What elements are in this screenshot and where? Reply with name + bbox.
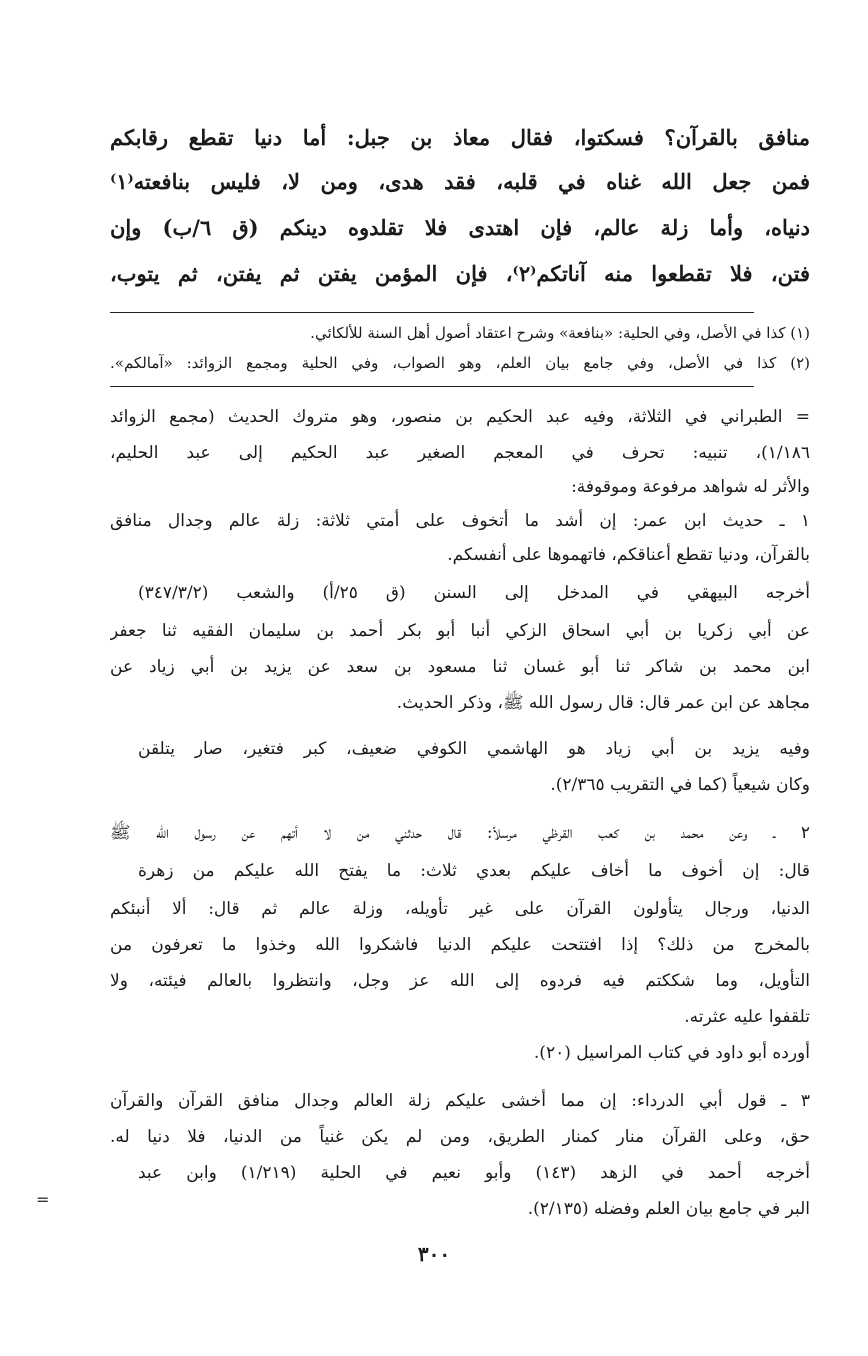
main-text-line: منافق بالقرآن؟ فسكتوا، فقال معاذ بن جبل: أما دنيا تقطع رقابكم (110, 125, 810, 150)
commentary-line: التأويل، وما شككتم فيه فردوه إلى الله عز وجل، وانتظروا بالعالم فيئته، ولا (110, 971, 810, 991)
hadith-1-heading: ١ ـ حديث ابن عمر: إن أشد ما أتخوف على أمتي ثلاثة: زلة عالم وجدال منافق (110, 511, 810, 531)
footnote-separator (110, 312, 754, 313)
continuation-mark: = (36, 1190, 50, 1209)
main-text-line: فمن جعل الله غناه في قلبه، فقد هدى، ومن لا، فليس بنافعته⁽١⁾ (110, 169, 810, 194)
commentary-separator (110, 386, 754, 387)
commentary-line: ١/١٨٦)، تنبيه: تحرف في المعجم الصغير عبد الحكيم إلى عبد الحليم، (110, 443, 810, 463)
hadith-3-heading: ٣ ـ قول أبي الدرداء: إن مما أخشى عليكم زلة العالم وجدال منافق القرآن والقرآن (110, 1091, 810, 1111)
commentary-line: أخرجه البيهقي في المدخل إلى السنن (ق ٢٥/أ) والشعب (٣٤٧/٣/٢) (138, 583, 810, 603)
commentary-line: عن أبي زكريا بن أبي اسحاق الزكي أنبا أبو بكر أحمد بن سليمان الفقيه ثنا جعفر (110, 621, 810, 641)
commentary-line: بالقرآن، ودنيا تقطع أعناقكم، فاتهموها على أنفسكم. (447, 545, 810, 565)
commentary-line: البر في جامع بيان العلم وفضله (٢/١٣٥). (527, 1199, 810, 1219)
footnote-2: (٢) كذا في الأصل، وفي جامع بيان العلم، وهو الصواب، وفي الحلية ومجمع الزوائد: «آمالكم». (110, 354, 810, 372)
page-number: ٣٠٠ (417, 1242, 451, 1266)
commentary-line: حق، وعلى القرآن منار كمنار الطريق، ومن لم يكن غنياً من الدنيا، فلا دنيا له. (110, 1127, 810, 1147)
commentary-line: الدنيا، ورجال يتأولون القرآن على غير تأويله، وزلة عالم ثم قال: ألا أنبئكم (110, 899, 810, 919)
commentary-line: بالمخرج من ذلك؟ إذا افتتحت عليكم الدنيا فاشكروا الله وخذوا ما تعرفون من (110, 935, 810, 955)
hadith-2-heading: ٢ ـ وعن محمد بن كعب القرظي مرسلاً: قال حدثني من لا أتهم عن رسول الله ﷺ (110, 823, 810, 843)
commentary-line: قال: إن أخوف ما أخاف عليكم بعدي ثلاث: ما يفتح الله عليكم من زهرة (138, 861, 810, 881)
commentary-line: وفيه يزيد بن أبي زياد هو الهاشمي الكوفي ضعيف، كبر فتغير، صار يتلقن (138, 739, 810, 759)
commentary-line: أورده أبو داود في كتاب المراسيل (٢٠). (533, 1043, 810, 1063)
main-text-line: فتن، فلا تقطعوا منه آناتكم⁽٢⁾، فإن المؤمن يفتن ثم يفتن، ثم يتوب، (110, 261, 810, 286)
commentary-line: أخرجه أحمد في الزهد (١٤٣) وأبو نعيم في الحلية (١/٢١٩) وابن عبد (138, 1163, 810, 1183)
commentary-line: والأثر له شواهد مرفوعة وموقوفة: (571, 477, 810, 497)
commentary-line: = الطبراني في الثلاثة، وفيه عبد الحكيم بن منصور، وهو متروك الحديث (مجمع الزوائد (110, 407, 810, 427)
commentary-line: ابن محمد بن شاكر ثنا أبو غسان ثنا مسعود بن سعد عن يزيد بن أبي زياد عن (110, 657, 810, 677)
commentary-line: وكان شيعياً (كما في التقريب ٢/٣٦٥). (550, 775, 810, 795)
commentary-line: تلقفوا عليه عثرته. (684, 1007, 810, 1027)
main-text-line: دنياه، وأما زلة عالم، فإن اهتدى فلا تقلدوه دينكم (ق ٦/ب) وإن (110, 215, 810, 240)
commentary-line: مجاهد عن ابن عمر قال: قال رسول الله ﷺ، وذكر الحديث. (396, 693, 810, 713)
footnote-1: (١) كذا في الأصل، وفي الحلية: «بنافعة» وشرح اعتقاد أصول أهل السنة للألكائي. (310, 324, 810, 342)
